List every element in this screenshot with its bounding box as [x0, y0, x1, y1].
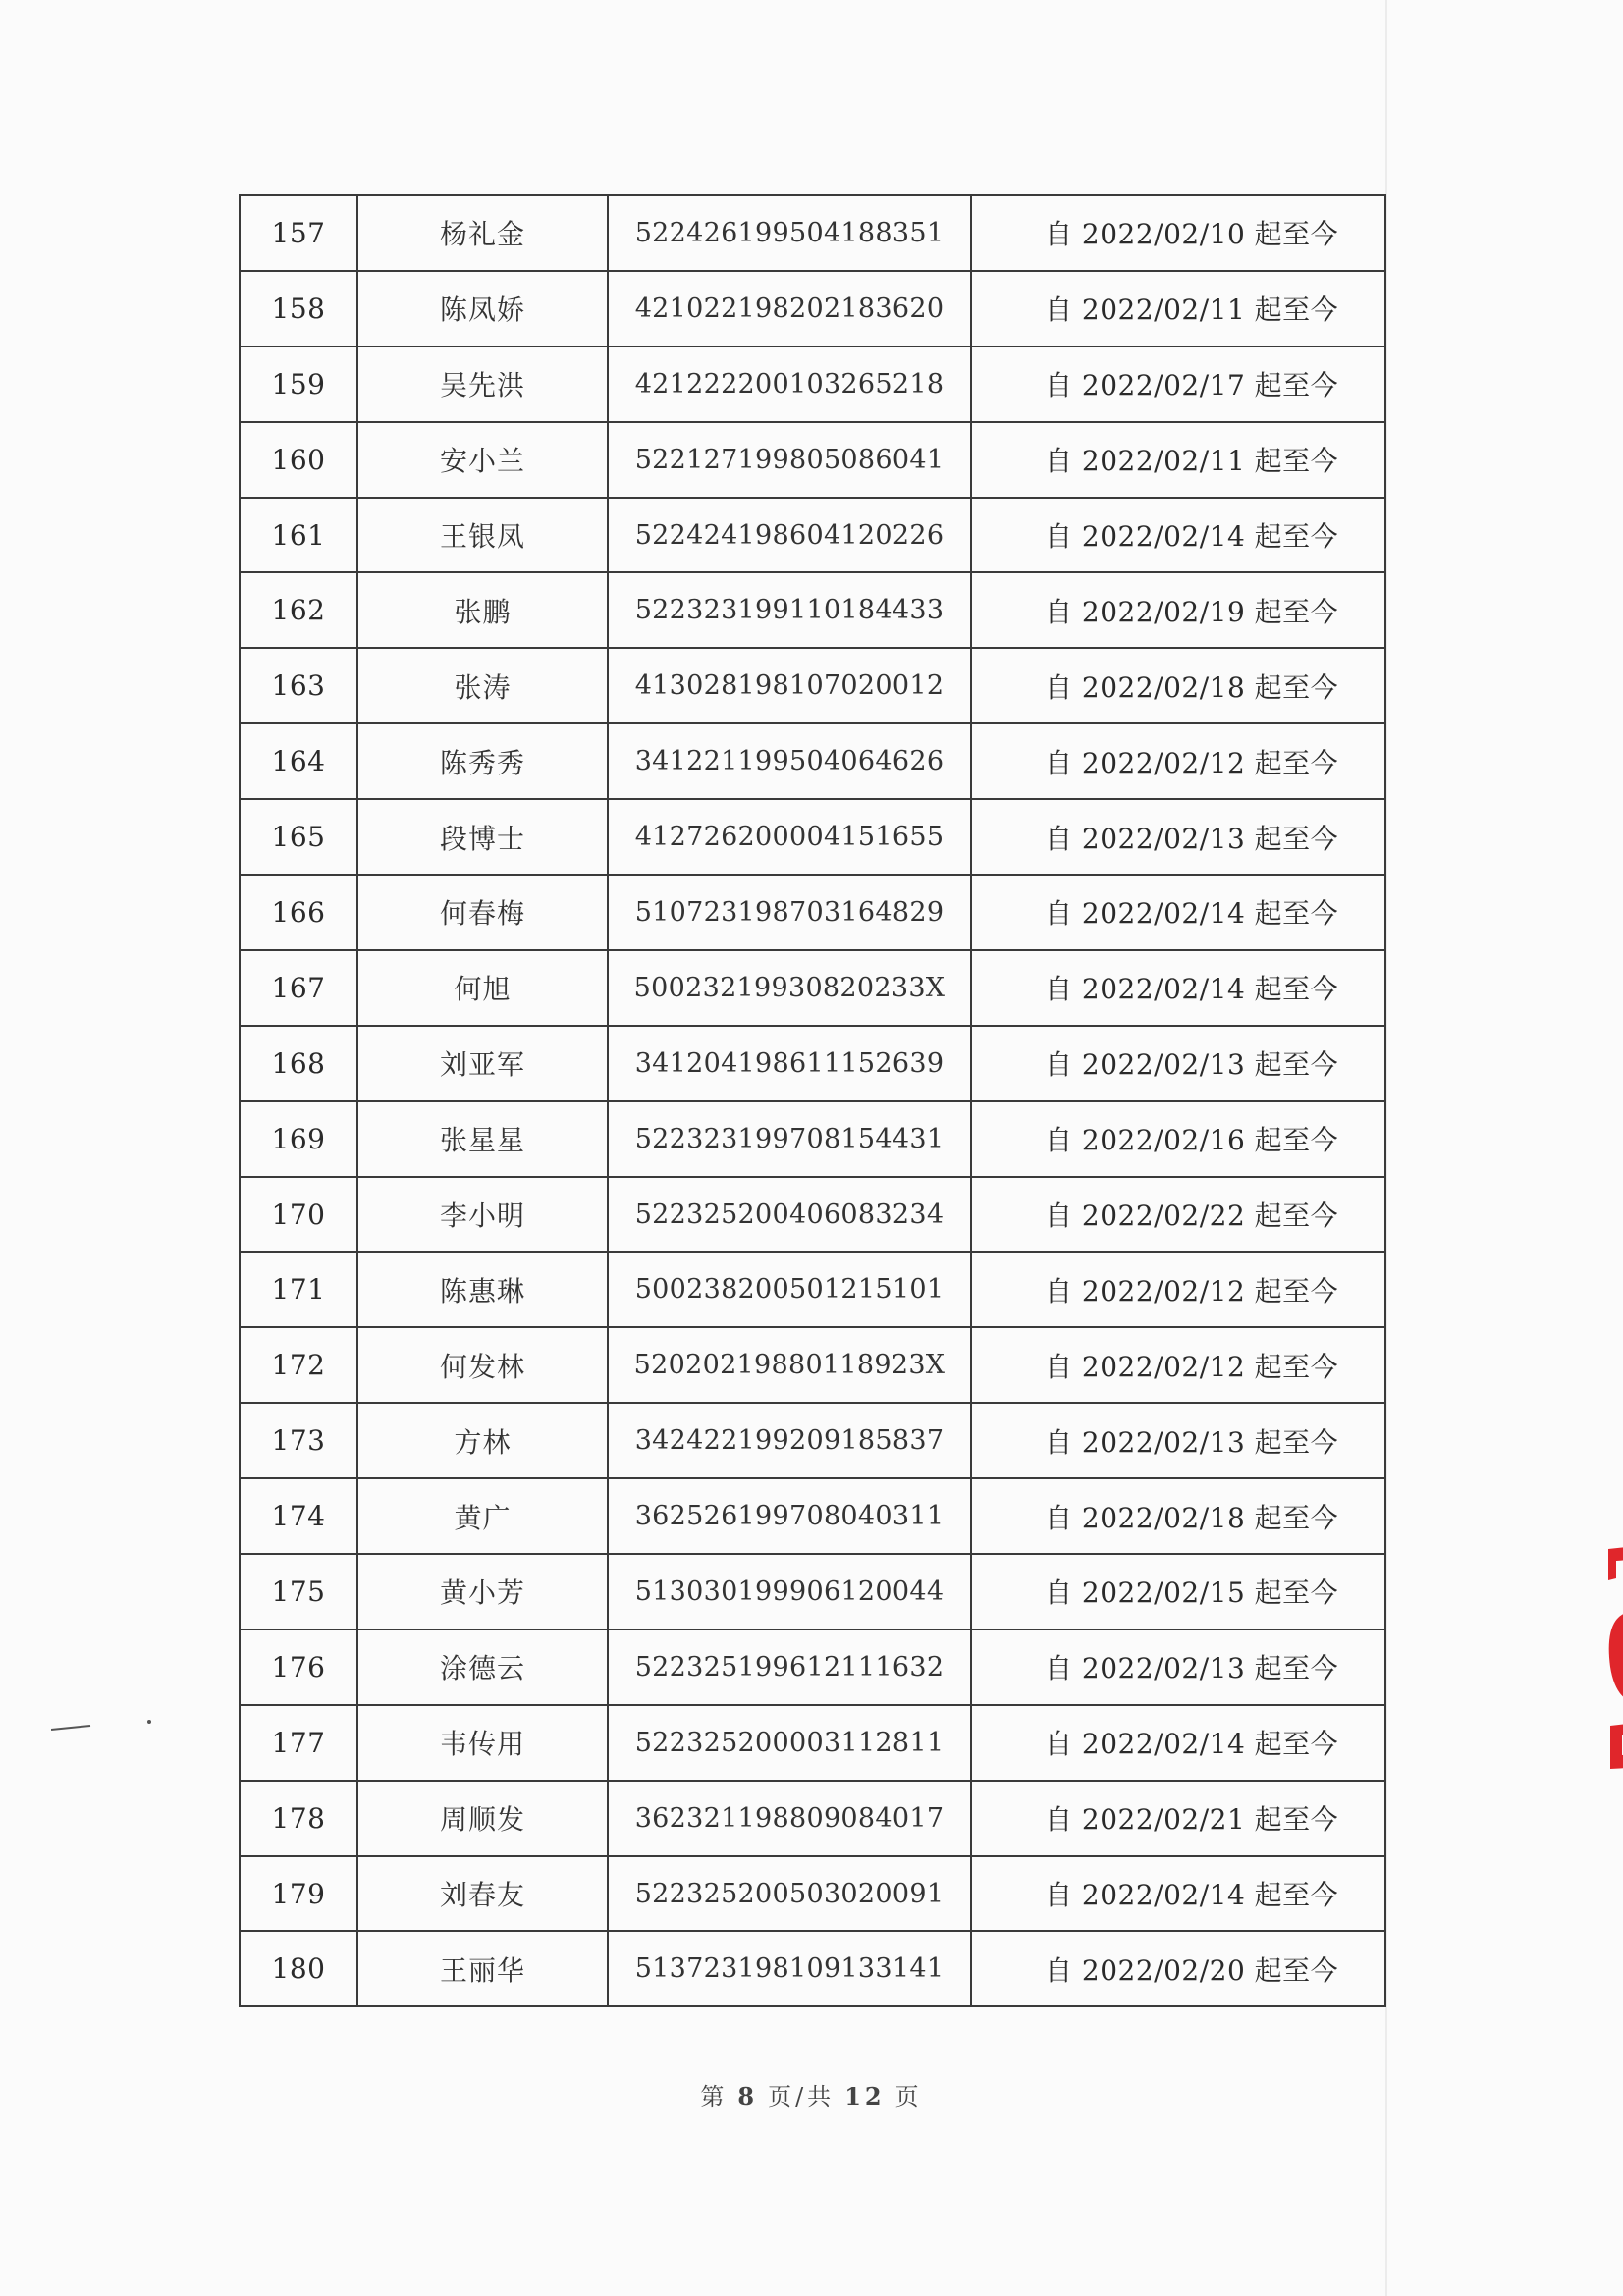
id-number-cell: 522426199504188351 [608, 195, 971, 271]
id-number-cell: 500238200501215101 [608, 1252, 971, 1327]
table-row [240, 1101, 1385, 1177]
seal-stroke-top [1608, 1545, 1623, 1580]
table-row [240, 1403, 1385, 1478]
row-number-cell: 171 [240, 1252, 357, 1327]
employee-name-cell: 何春梅 [357, 875, 608, 950]
employment-period-cell: 自 2022/02/13 起至今 [971, 799, 1385, 875]
employment-period-cell: 自 2022/02/13 起至今 [971, 1629, 1385, 1705]
employee-name-cell: 陈凤娇 [357, 271, 608, 347]
row-number-cell: 157 [240, 195, 357, 271]
employment-period-cell: 自 2022/02/12 起至今 [971, 1327, 1385, 1403]
id-number-cell: 510723198703164829 [608, 875, 971, 950]
employment-period-cell: 自 2022/02/16 起至今 [971, 1101, 1385, 1177]
seal-stroke-bottom [1610, 1722, 1623, 1769]
employee-name-cell: 刘亚军 [357, 1026, 608, 1101]
id-number-cell: 522127199805086041 [608, 422, 971, 498]
id-number-cell: 412726200004151655 [608, 799, 971, 875]
employee-name-cell: 张星星 [357, 1101, 608, 1177]
table-row [240, 1781, 1385, 1856]
row-number-cell: 159 [240, 347, 357, 422]
employee-name-cell: 方林 [357, 1403, 608, 1478]
employment-period-cell: 自 2022/02/14 起至今 [971, 1705, 1385, 1781]
employment-period-cell: 自 2022/02/11 起至今 [971, 271, 1385, 347]
employment-period-cell: 自 2022/02/12 起至今 [971, 1252, 1385, 1327]
footer-total-pages: 12 [844, 2082, 886, 2110]
table-row [240, 195, 1385, 271]
employee-name-cell: 王银凤 [357, 498, 608, 573]
row-number-cell: 158 [240, 271, 357, 347]
table-row [240, 1629, 1385, 1705]
employee-name-cell: 陈秀秀 [357, 723, 608, 799]
employment-period-cell: 自 2022/02/18 起至今 [971, 648, 1385, 723]
id-number-cell: 362321198809084017 [608, 1781, 971, 1856]
row-number-cell: 173 [240, 1403, 357, 1478]
table-row [240, 799, 1385, 875]
row-number-cell: 168 [240, 1026, 357, 1101]
employee-name-cell: 段博士 [357, 799, 608, 875]
id-number-cell: 341204198611152639 [608, 1026, 971, 1101]
table-row [240, 1252, 1385, 1327]
id-number-cell: 522325200003112811 [608, 1705, 971, 1781]
id-number-cell: 522325199612111632 [608, 1629, 971, 1705]
employment-period-cell: 自 2022/02/12 起至今 [971, 723, 1385, 799]
table-row [240, 347, 1385, 422]
table-row [240, 950, 1385, 1026]
table-row [240, 1026, 1385, 1101]
row-number-cell: 164 [240, 723, 357, 799]
id-number-cell: 522325200503020091 [608, 1856, 971, 1932]
row-number-cell: 160 [240, 422, 357, 498]
employment-period-cell: 自 2022/02/17 起至今 [971, 347, 1385, 422]
employment-period-cell: 自 2022/02/14 起至今 [971, 498, 1385, 573]
id-number-cell: 522424198604120226 [608, 498, 971, 573]
employee-name-cell: 张涛 [357, 648, 608, 723]
employment-period-cell: 自 2022/02/10 起至今 [971, 195, 1385, 271]
row-number-cell: 166 [240, 875, 357, 950]
id-number-cell: 362526199708040311 [608, 1478, 971, 1554]
employment-period-cell: 自 2022/02/14 起至今 [971, 1856, 1385, 1932]
id-number-cell: 522325200406083234 [608, 1177, 971, 1253]
table-row [240, 1931, 1385, 2006]
row-number-cell: 175 [240, 1554, 357, 1629]
employment-period-cell: 自 2022/02/18 起至今 [971, 1478, 1385, 1554]
roster-body [240, 195, 1385, 2006]
employee-name-cell: 周顺发 [357, 1781, 608, 1856]
table-row [240, 1554, 1385, 1629]
table-row [240, 875, 1385, 950]
employment-period-cell: 自 2022/02/20 起至今 [971, 1931, 1385, 2006]
row-number-cell: 177 [240, 1705, 357, 1781]
table-row [240, 271, 1385, 347]
employment-period-cell: 自 2022/02/11 起至今 [971, 422, 1385, 498]
employment-period-cell: 自 2022/02/14 起至今 [971, 875, 1385, 950]
footer-prefix: 第 [700, 2083, 729, 2110]
row-number-cell: 179 [240, 1856, 357, 1932]
row-number-cell: 174 [240, 1478, 357, 1554]
table-row [240, 1705, 1385, 1781]
employee-name-cell: 安小兰 [357, 422, 608, 498]
employee-name-cell: 何发林 [357, 1327, 608, 1403]
row-number-cell: 169 [240, 1101, 357, 1177]
row-number-cell: 176 [240, 1629, 357, 1705]
table-row [240, 1856, 1385, 1932]
employee-name-cell: 陈惠琳 [357, 1252, 608, 1327]
row-number-cell: 180 [240, 1931, 357, 2006]
row-number-cell: 172 [240, 1327, 357, 1403]
employment-period-cell: 自 2022/02/15 起至今 [971, 1554, 1385, 1629]
employment-period-cell: 自 2022/02/19 起至今 [971, 572, 1385, 648]
employment-period-cell: 自 2022/02/13 起至今 [971, 1026, 1385, 1101]
row-number-cell: 163 [240, 648, 357, 723]
row-number-cell: 170 [240, 1177, 357, 1253]
row-number-cell: 167 [240, 950, 357, 1026]
footer-suffix: 页 [894, 2083, 923, 2110]
scan-artifact-mark [51, 1718, 169, 1734]
id-number-cell: 513723198109133141 [608, 1931, 971, 2006]
footer-middle: 页/共 [768, 2083, 836, 2110]
employee-name-cell: 何旭 [357, 950, 608, 1026]
employee-name-cell: 韦传用 [357, 1705, 608, 1781]
employment-period-cell: 自 2022/02/14 起至今 [971, 950, 1385, 1026]
employee-name-cell: 张鹏 [357, 572, 608, 648]
footer-current-page: 8 [737, 2082, 759, 2110]
employment-period-cell: 自 2022/02/21 起至今 [971, 1781, 1385, 1856]
id-number-cell: 50023219930820233X [608, 950, 971, 1026]
table-row [240, 572, 1385, 648]
employee-name-cell: 黄小芳 [357, 1554, 608, 1629]
table-row [240, 1327, 1385, 1403]
id-number-cell: 513030199906120044 [608, 1554, 971, 1629]
id-number-cell: 413028198107020012 [608, 648, 971, 723]
id-number-cell: 522323199110184433 [608, 572, 971, 648]
table-row [240, 1177, 1385, 1253]
employee-name-cell: 刘春友 [357, 1856, 608, 1932]
red-seal-fragment [1606, 1520, 1623, 1775]
employee-name-cell: 吴先洪 [357, 347, 608, 422]
employee-name-cell: 涂德云 [357, 1629, 608, 1705]
id-number-cell: 341221199504064626 [608, 723, 971, 799]
table-row [240, 723, 1385, 799]
employee-name-cell: 李小明 [357, 1177, 608, 1253]
row-number-cell: 178 [240, 1781, 357, 1856]
page-number-footer [0, 2077, 1623, 2111]
row-number-cell: 161 [240, 498, 357, 573]
id-number-cell: 52020219880118923X [608, 1327, 971, 1403]
table-row [240, 648, 1385, 723]
table-row [240, 498, 1385, 573]
row-number-cell: 165 [240, 799, 357, 875]
seal-blot-middle [1609, 1613, 1623, 1706]
id-number-cell: 522323199708154431 [608, 1101, 971, 1177]
table-row [240, 1478, 1385, 1554]
employee-name-cell: 黄广 [357, 1478, 608, 1554]
employment-period-cell: 自 2022/02/13 起至今 [971, 1403, 1385, 1478]
id-number-cell: 342422199209185837 [608, 1403, 971, 1478]
id-number-cell: 421222200103265218 [608, 347, 971, 422]
employee-name-cell: 杨礼金 [357, 195, 608, 271]
id-number-cell: 421022198202183620 [608, 271, 971, 347]
row-number-cell: 162 [240, 572, 357, 648]
employee-name-cell: 王丽华 [357, 1931, 608, 2006]
employee-roster-table [239, 194, 1386, 2007]
table-row [240, 422, 1385, 498]
employment-period-cell: 自 2022/02/22 起至今 [971, 1177, 1385, 1253]
